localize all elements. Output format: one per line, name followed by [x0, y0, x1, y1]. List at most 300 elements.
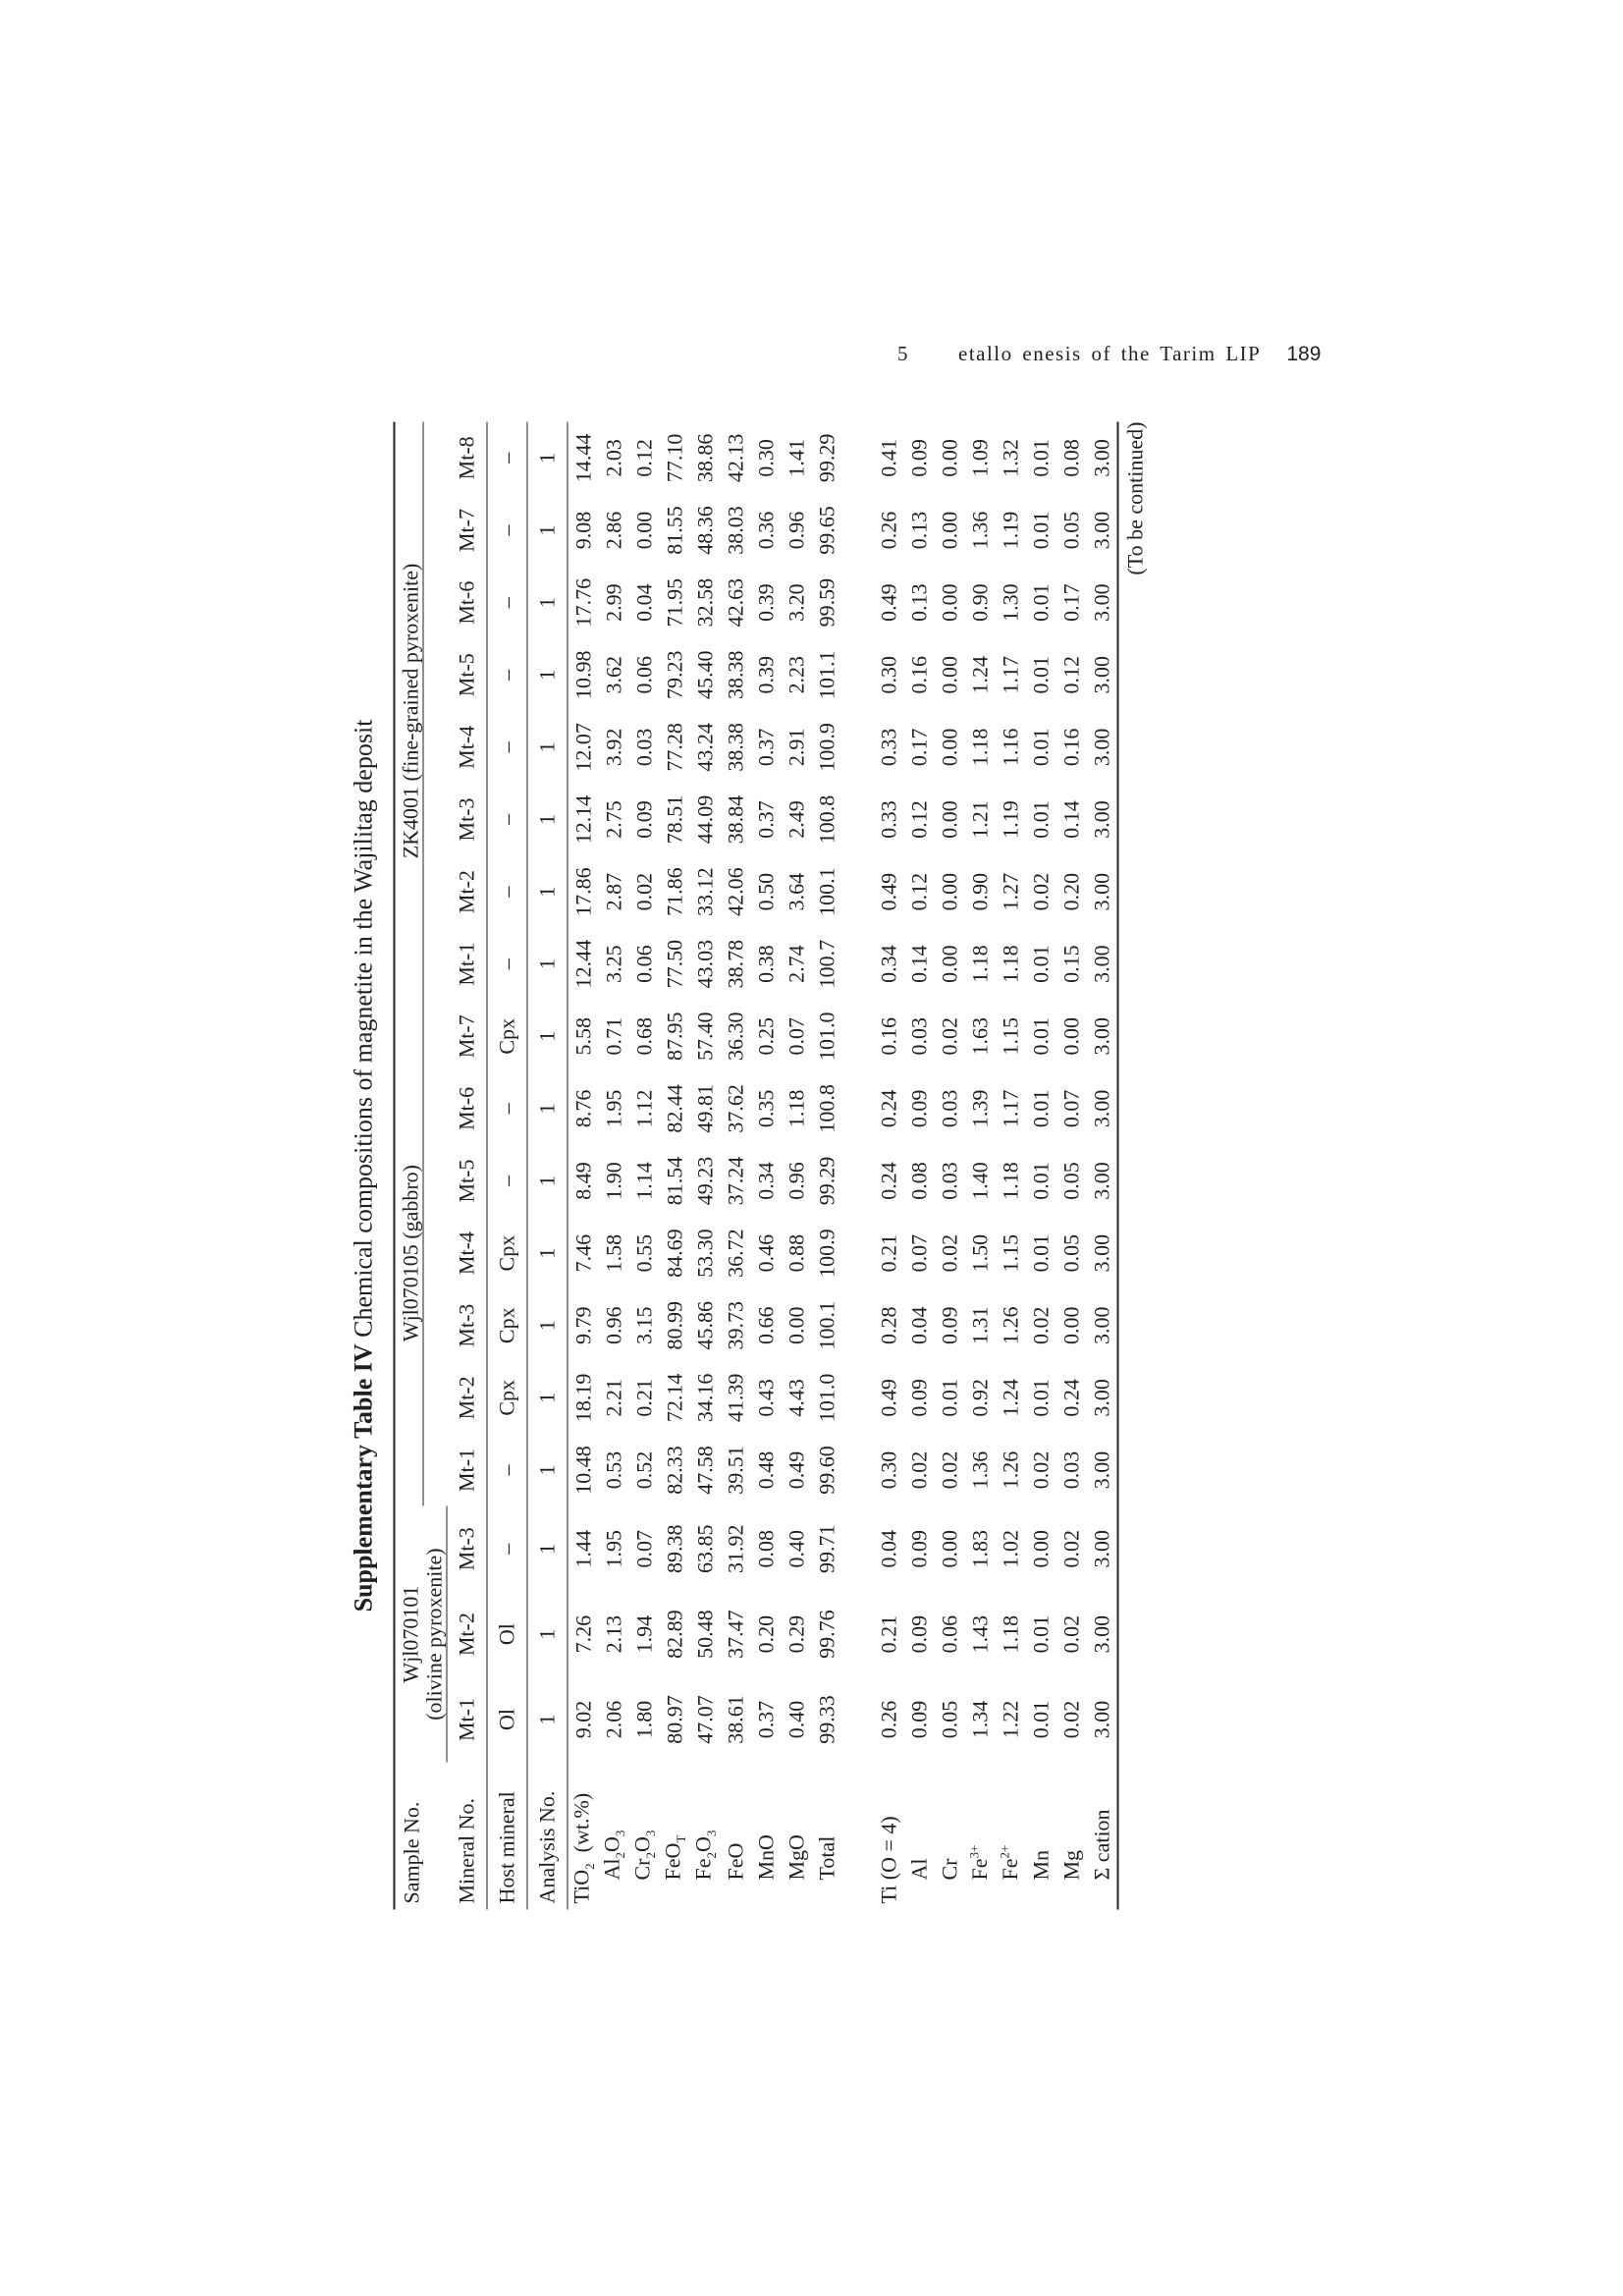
value-cell: 38.86 [692, 433, 717, 483]
value-cell: 0.08 [753, 1529, 778, 1568]
value-cell: 0.09 [906, 1529, 931, 1568]
value-cell: 43.03 [692, 939, 717, 989]
value-cell: 1.12 [631, 1089, 656, 1128]
header-cell: 1 [527, 1072, 568, 1145]
header-cell: Ol [487, 1677, 527, 1763]
header-cell: – [487, 784, 527, 856]
header-cell: Mt-3 [448, 1289, 488, 1362]
analysis-no-row-label: Analysis No. [527, 1763, 568, 1910]
value-cell: 100.1 [814, 1300, 839, 1350]
table-row [904, 422, 935, 1910]
value-cell: 77.28 [662, 723, 686, 772]
value-cell: 2.86 [601, 511, 625, 550]
value-cell: 7.26 [570, 1614, 595, 1654]
header-cell: – [487, 1434, 527, 1506]
table-row [874, 422, 904, 1910]
value-cell: 47.07 [692, 1695, 717, 1744]
value-cell: 99.29 [814, 1156, 839, 1206]
value-cell: 1.17 [998, 655, 1022, 694]
value-cell: 0.01 [1028, 1700, 1053, 1739]
row-label: $Cr_2O_3$ [629, 1830, 658, 1881]
value-cell: 38.03 [723, 506, 747, 555]
value-cell: 48.36 [692, 506, 717, 555]
value-cell: 2.06 [601, 1700, 625, 1739]
mineral-no-row-label: Mineral No. [448, 1763, 488, 1910]
header-cell: Mt-5 [448, 1145, 488, 1218]
value-cell: 0.03 [937, 1089, 961, 1128]
value-cell: 17.86 [570, 867, 595, 916]
value-cell: 0.01 [1028, 583, 1053, 622]
header-cell: Cpx [487, 1217, 527, 1289]
value-cell: 32.58 [692, 577, 717, 628]
header-cell: Cpx [487, 1362, 527, 1435]
value-cell: 1.34 [967, 1700, 992, 1739]
value-cell: 34.16 [692, 1373, 717, 1423]
value-cell: 33.12 [692, 867, 717, 916]
row-label: Total [814, 1835, 839, 1881]
value-cell: 81.54 [662, 1156, 686, 1206]
value-cell: 3.00 [1089, 511, 1113, 550]
table-row [599, 422, 629, 1910]
header-cell: – [487, 638, 527, 711]
value-cell: 3.00 [1089, 1379, 1113, 1417]
value-cell: 101.0 [814, 1373, 839, 1423]
value-cell: 0.06 [631, 655, 656, 694]
value-cell: 1.09 [967, 439, 992, 477]
value-cell: 5.58 [570, 1017, 595, 1056]
rotated-table-block [345, 422, 1317, 1910]
value-cell: 0.02 [937, 1017, 961, 1056]
value-cell: 0.12 [1058, 655, 1083, 694]
value-cell: 47.58 [692, 1446, 717, 1495]
value-cell: 1.43 [967, 1614, 992, 1654]
value-cell: 0.05 [937, 1700, 961, 1739]
header-cell: Mt-5 [448, 638, 488, 711]
value-cell: 3.00 [1089, 945, 1113, 983]
value-cell: 2.74 [784, 945, 808, 983]
value-cell: 84.69 [662, 1229, 686, 1278]
row-label: Σ cation [1089, 1809, 1113, 1881]
value-cell: 99.60 [814, 1446, 839, 1495]
value-cell: 79.23 [662, 650, 686, 699]
table-row [1087, 422, 1118, 1910]
value-cell: 1.15 [998, 1233, 1022, 1273]
value-cell: 36.30 [723, 1011, 747, 1062]
header-cell: Cpx [487, 1000, 527, 1072]
value-cell: 3.00 [1089, 1700, 1113, 1739]
spacer-cell [842, 422, 874, 1910]
header-cell: 1 [527, 1592, 568, 1677]
table-row [568, 422, 599, 1910]
value-cell: 1.94 [631, 1614, 656, 1654]
value-cell: 0.30 [876, 1450, 900, 1490]
value-cell: 0.00 [937, 728, 961, 767]
header-cell: Cpx [487, 1289, 527, 1362]
value-cell: 0.24 [1058, 1379, 1083, 1417]
value-cell: 100.7 [814, 939, 839, 989]
value-cell: 7.46 [570, 1233, 595, 1273]
value-cell: 0.96 [784, 1162, 808, 1200]
value-cell: 71.95 [662, 577, 686, 628]
value-cell: 0.02 [1058, 1529, 1083, 1568]
value-cell: 100.1 [814, 867, 839, 916]
value-cell: 3.25 [601, 945, 625, 983]
value-cell: 99.33 [814, 1695, 839, 1744]
value-cell: 0.02 [1058, 1700, 1083, 1739]
value-cell: 2.99 [601, 583, 625, 622]
to-be-continued-note: (To be continued) [1122, 421, 1148, 575]
row-label: $Fe_2O_3$ [690, 1830, 719, 1881]
value-cell: 0.01 [1028, 1614, 1053, 1654]
value-cell: 1.41 [784, 439, 808, 477]
analysis-no-row [527, 422, 568, 1910]
value-cell: 0.16 [876, 1017, 900, 1056]
value-cell: 0.00 [784, 1306, 808, 1344]
value-cell: 0.01 [1028, 1162, 1053, 1200]
value-cell: 45.86 [692, 1300, 717, 1350]
value-cell: 0.66 [753, 1306, 778, 1344]
value-cell: 80.97 [662, 1695, 686, 1744]
value-cell: 99.71 [814, 1524, 839, 1573]
value-cell: 1.31 [967, 1306, 992, 1344]
value-cell: 1.90 [601, 1162, 625, 1200]
value-cell: 0.01 [1028, 511, 1053, 550]
value-cell: 1.30 [998, 583, 1022, 622]
value-cell: 0.20 [1058, 872, 1083, 911]
table-row [1056, 422, 1087, 1910]
value-cell: 3.00 [1089, 583, 1113, 622]
sample-group-name: ZK4001 (fine-grained pyroxenite) [398, 563, 423, 859]
value-cell: 0.33 [876, 800, 900, 839]
value-cell: 0.00 [937, 872, 961, 911]
value-cell: 38.78 [723, 939, 747, 989]
value-cell: 0.16 [1058, 728, 1083, 767]
value-cell: 0.07 [906, 1233, 931, 1273]
value-cell: 1.22 [998, 1700, 1022, 1739]
value-cell: 0.01 [1028, 1379, 1053, 1417]
value-cell: 100.8 [814, 794, 839, 845]
value-cell: 0.39 [753, 655, 778, 694]
value-cell: 10.48 [570, 1446, 595, 1495]
value-cell: 50.48 [692, 1610, 717, 1659]
value-cell: 0.02 [1058, 1614, 1083, 1654]
value-cell: 0.28 [876, 1306, 900, 1344]
value-cell: 0.30 [876, 655, 900, 694]
value-cell: 12.07 [570, 723, 595, 772]
value-cell: 2.13 [601, 1614, 625, 1654]
value-cell: 2.21 [601, 1379, 625, 1417]
value-cell: 0.05 [1058, 1233, 1083, 1273]
value-cell: 3.00 [1089, 439, 1113, 477]
sample-group-rock-type: (olivine pyroxenite) [421, 1548, 447, 1721]
value-cell: 0.00 [937, 945, 961, 983]
value-cell: 1.26 [998, 1306, 1022, 1344]
header-cell: Mt-7 [448, 1000, 488, 1072]
value-cell: 77.50 [662, 939, 686, 989]
value-cell: 3.00 [1089, 1450, 1113, 1490]
value-cell: 3.00 [1089, 1162, 1113, 1200]
value-cell: 0.17 [1058, 583, 1083, 622]
mineral-no-row [448, 422, 488, 1910]
header-cell: 1 [527, 1362, 568, 1435]
value-cell: 0.36 [753, 511, 778, 550]
value-cell: 1.36 [967, 1450, 992, 1490]
value-cell: 0.01 [1028, 655, 1053, 694]
header-cell: – [487, 711, 527, 784]
value-cell: 42.06 [723, 867, 747, 916]
value-cell: 0.01 [1028, 1089, 1053, 1128]
header-cell: Mt-8 [448, 422, 488, 495]
value-cell: 0.30 [753, 439, 778, 477]
value-cell: 0.12 [631, 439, 656, 477]
value-cell: 0.15 [1058, 945, 1083, 983]
row-label: TiO$_2$ (wt.%) [568, 1792, 597, 1904]
value-cell: 0.37 [753, 800, 778, 839]
value-cell: 44.09 [692, 794, 717, 845]
value-cell: 0.03 [937, 1162, 961, 1200]
value-cell: 1.24 [998, 1379, 1022, 1417]
value-cell: 0.40 [784, 1529, 808, 1568]
row-label: Ti (O = 4) [876, 1816, 900, 1904]
value-cell: 1.24 [967, 655, 992, 694]
value-cell: 0.25 [753, 1017, 778, 1056]
header-cell: Mt-3 [448, 784, 488, 856]
value-cell: 0.02 [1028, 1306, 1053, 1344]
value-cell: 0.29 [784, 1614, 808, 1654]
value-cell: 10.98 [570, 650, 595, 699]
header-cell: – [487, 422, 527, 495]
table-row [812, 422, 842, 1910]
value-cell: 0.16 [906, 655, 931, 694]
value-cell: 1.50 [967, 1233, 992, 1273]
value-cell: 0.21 [876, 1614, 900, 1654]
value-cell: 3.00 [1089, 1614, 1113, 1654]
table-row [1026, 422, 1056, 1910]
value-cell: 0.03 [1058, 1450, 1083, 1490]
header-cell: 1 [527, 1506, 568, 1592]
value-cell: 1.95 [601, 1089, 625, 1128]
value-cell: 1.36 [967, 511, 992, 550]
sample-group-header [395, 1000, 448, 1505]
value-cell: 0.03 [631, 728, 656, 767]
value-cell: 38.61 [723, 1695, 747, 1744]
value-cell: 0.09 [906, 1614, 931, 1654]
value-cell: 0.49 [876, 872, 900, 911]
sample-group-name: Wjl070101 [398, 1585, 423, 1683]
sample-label: Sample No. [399, 1801, 424, 1904]
value-cell: 17.76 [570, 577, 595, 628]
value-cell: 38.38 [723, 650, 747, 699]
value-cell: 1.95 [601, 1529, 625, 1568]
value-cell: 49.81 [692, 1084, 717, 1133]
header-cell: 1 [527, 638, 568, 711]
value-cell: 0.06 [937, 1614, 961, 1654]
value-cell: 78.51 [662, 794, 686, 845]
value-cell: 1.58 [601, 1233, 625, 1273]
value-cell: 0.34 [753, 1162, 778, 1200]
value-cell: 0.00 [631, 511, 656, 550]
value-cell: 89.38 [662, 1524, 686, 1573]
row-label: Al [906, 1858, 931, 1881]
value-cell: 0.09 [937, 1306, 961, 1344]
value-cell: 41.39 [723, 1373, 747, 1423]
table-row [690, 422, 721, 1910]
value-cell: 2.23 [784, 655, 808, 694]
value-cell: 39.51 [723, 1446, 747, 1495]
value-cell: 1.26 [998, 1450, 1022, 1490]
value-cell: 0.09 [906, 439, 931, 477]
value-cell: 3.00 [1089, 655, 1113, 694]
value-cell: 72.14 [662, 1373, 686, 1423]
value-cell: 0.71 [601, 1017, 625, 1056]
value-cell: 3.00 [1089, 800, 1113, 839]
header-cell: Mt-7 [448, 494, 488, 567]
value-cell: 0.02 [906, 1450, 931, 1490]
value-cell: 0.49 [876, 1379, 900, 1417]
value-cell: 12.14 [570, 794, 595, 845]
sample-group-name-wrap [400, 1506, 448, 1763]
header-cell: Mt-3 [448, 1506, 488, 1592]
table-row [751, 422, 782, 1910]
value-cell: 9.79 [570, 1306, 595, 1344]
value-cell: 3.00 [1089, 1233, 1113, 1273]
value-cell: 100.9 [814, 1229, 839, 1278]
value-cell: 0.02 [937, 1233, 961, 1273]
value-cell: 0.90 [967, 583, 992, 622]
value-cell: 0.04 [876, 1529, 900, 1568]
value-cell: 0.00 [1058, 1306, 1083, 1344]
value-cell: 0.00 [1028, 1529, 1053, 1568]
value-cell: 0.07 [784, 1017, 808, 1056]
row-label: Mn [1028, 1849, 1053, 1881]
value-cell: 3.00 [1089, 872, 1113, 911]
value-cell: 0.26 [876, 1700, 900, 1739]
value-cell: 37.62 [723, 1084, 747, 1133]
value-cell: 0.41 [876, 439, 900, 477]
header-cell: – [487, 1506, 527, 1592]
value-cell: 81.55 [662, 506, 686, 555]
header-cell: – [487, 1072, 527, 1145]
value-cell: 39.73 [723, 1300, 747, 1350]
value-cell: 0.40 [784, 1700, 808, 1739]
value-cell: 0.24 [876, 1089, 900, 1128]
value-cell: 80.99 [662, 1300, 686, 1350]
page-number: 189 [1286, 343, 1322, 365]
value-cell: 1.63 [967, 1017, 992, 1056]
chapter-number: 5 [897, 342, 908, 365]
header-cell: Mt-1 [448, 1434, 488, 1506]
value-cell: 0.53 [601, 1450, 625, 1490]
value-cell: 1.14 [631, 1162, 656, 1200]
chapter-title: etallo enesis of the Tarim LIP [958, 342, 1262, 365]
value-cell: 0.00 [937, 511, 961, 550]
value-cell: 0.02 [937, 1450, 961, 1490]
value-cell: 82.44 [662, 1084, 686, 1133]
value-cell: 100.9 [814, 723, 839, 772]
value-cell: 4.43 [784, 1379, 808, 1417]
value-cell: 1.27 [998, 872, 1022, 911]
header-cell: 1 [527, 855, 568, 928]
header-cell: 1 [527, 1145, 568, 1218]
value-cell: 0.13 [906, 583, 931, 622]
value-cell: 99.29 [814, 433, 839, 483]
value-cell: 3.62 [601, 655, 625, 694]
value-cell: 1.83 [967, 1529, 992, 1568]
value-cell: 3.20 [784, 583, 808, 622]
header-cell: 1 [527, 1217, 568, 1289]
value-cell: 42.63 [723, 577, 747, 628]
value-cell: 0.38 [753, 945, 778, 983]
sample-group-name: Wjl070105 (gabbro) [398, 1164, 423, 1342]
value-cell: 0.35 [753, 1089, 778, 1128]
row-label: MgO [784, 1834, 808, 1881]
value-cell: 0.09 [906, 1089, 931, 1128]
value-cell: 101.1 [814, 650, 839, 699]
table-row [629, 422, 660, 1910]
header-cell: – [487, 567, 527, 639]
value-cell: 0.20 [753, 1614, 778, 1654]
value-cell: 36.72 [723, 1229, 747, 1278]
row-label: Cr [937, 1858, 961, 1881]
value-cell: 3.15 [631, 1306, 656, 1344]
header-cell: Mt-1 [448, 928, 488, 1001]
value-cell: 99.59 [814, 577, 839, 628]
value-cell: 0.03 [906, 1017, 931, 1056]
sample-header-row [395, 422, 448, 1910]
value-cell: 99.65 [814, 506, 839, 555]
value-cell: 0.33 [876, 728, 900, 767]
value-cell: 18.19 [570, 1373, 595, 1423]
value-cell: 0.13 [906, 511, 931, 550]
value-cell: 87.95 [662, 1011, 686, 1062]
table-row [996, 422, 1026, 1910]
row-label: $Fe^{3+}$ [966, 1844, 993, 1881]
value-cell: 0.00 [937, 583, 961, 622]
header-cell: Mt-1 [448, 1677, 488, 1763]
row-label: FeO$_T$ [660, 1834, 688, 1881]
header-cell: – [487, 494, 527, 567]
value-cell: 37.24 [723, 1156, 747, 1206]
value-cell: 0.17 [906, 728, 931, 767]
value-cell: 1.19 [998, 511, 1022, 550]
value-cell: 0.49 [784, 1450, 808, 1490]
header-cell: 1 [527, 711, 568, 784]
value-cell: 1.39 [967, 1089, 992, 1128]
value-cell: 0.00 [1058, 1017, 1083, 1056]
value-cell: 8.49 [570, 1162, 595, 1200]
header-cell: Mt-2 [448, 1362, 488, 1435]
value-cell: 0.09 [631, 800, 656, 839]
value-cell: 3.64 [784, 872, 808, 911]
value-cell: 1.02 [998, 1529, 1022, 1568]
value-cell: 0.96 [784, 511, 808, 550]
value-cell: 14.44 [570, 433, 595, 483]
header-cell: 1 [527, 422, 568, 495]
value-cell: 0.02 [1028, 1450, 1053, 1490]
value-cell: 45.40 [692, 650, 717, 699]
value-cell: 9.08 [570, 511, 595, 550]
value-cell: 0.39 [753, 583, 778, 622]
table-caption-label: Supplementary Table IV [349, 1343, 378, 1613]
value-cell: 0.43 [753, 1379, 778, 1417]
header-cell: Mt-6 [448, 567, 488, 639]
header-cell: Ol [487, 1592, 527, 1677]
value-cell: 82.33 [662, 1446, 686, 1495]
value-cell: 0.04 [906, 1306, 931, 1344]
value-cell: 2.87 [601, 872, 625, 911]
value-cell: 38.38 [723, 723, 747, 772]
value-cell: 3.00 [1089, 1529, 1113, 1568]
